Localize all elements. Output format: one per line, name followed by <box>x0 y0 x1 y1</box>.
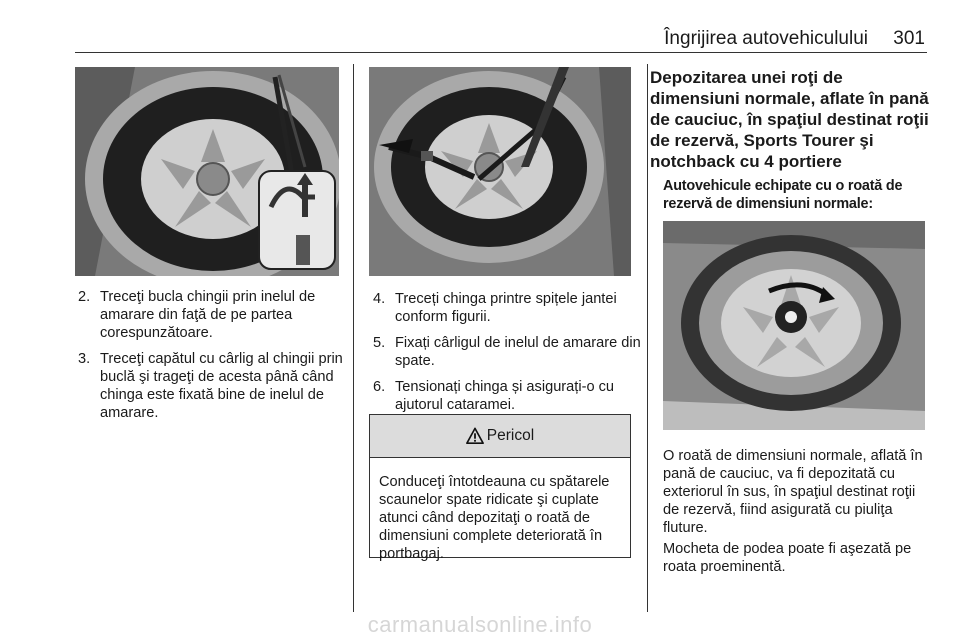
paragraph: O roată de dimensiuni normale, aflată în pană de cauciuc, va fi depozitată cu exteriorul în sus, în spaţiul destinat roţii de rezervă, fiind asigurată cu piuliţa fluture. <box>663 448 923 536</box>
list-item <box>373 334 641 370</box>
list-item <box>78 288 348 342</box>
step-text: Fixați cârligul de inelul de amarare din spate. <box>395 335 641 369</box>
step-number: 4. <box>373 291 386 307</box>
figure-full-size-wheel <box>663 221 925 430</box>
page-title: Îngrijirea autovehiculului <box>664 28 868 49</box>
paragraph: Mocheta de podea poate fi aşezată pe roata proeminentă. <box>663 541 912 575</box>
header-rule <box>75 52 927 53</box>
column-divider-left <box>353 64 354 612</box>
section-heading: Depozitarea unei roţi de dimensiuni normale, aflate în pană de cauciuc, în spaţiul destinat roţii de rezervă, Sports Tourer şi notchback cu 4 portiere <box>650 68 929 171</box>
watermark: carmanualsonline.info <box>367 612 593 637</box>
figure-strap-loop <box>75 67 339 276</box>
spare-wheel-strap-spokes-illustration <box>369 67 631 276</box>
list-item <box>373 378 641 414</box>
step-text: Tensionați chinga și asigurați-o cu ajutorul cataramei. <box>395 379 615 413</box>
step-text: Treceți chinga printre spițele jantei conform figurii. <box>395 291 617 325</box>
step-text: Treceţi capătul cu cârlig al chingii prin buclă şi trageţi de acesta până când chinga este fixată bine de inelul de amarare. <box>100 351 343 421</box>
danger-box <box>369 414 631 562</box>
step-number: 2. <box>78 289 91 305</box>
section-subheading: Autovehicule echipate cu o roată de rezervă de dimensiuni normale: <box>663 178 903 212</box>
list-item <box>78 350 348 422</box>
step-number: 6. <box>373 379 386 395</box>
step-text: Treceţi bucla chingii prin inelul de amarare din faţă de pe partea corespunzătoare. <box>100 289 316 341</box>
page-number: 301 <box>893 28 925 49</box>
danger-text: Conduceţi întotdeauna cu spătarele scaunelor spate ridicate şi cuplate atunci când depozitaţi o roată de dimensiuni complete deteriorată în portbagaj. <box>379 474 610 562</box>
danger-title: Pericol <box>486 427 535 444</box>
full-size-wheel-stored-illustration <box>663 221 925 430</box>
danger-header <box>370 415 630 458</box>
column-divider-right <box>647 64 648 612</box>
list-item <box>373 290 641 326</box>
warning-triangle-icon <box>466 427 484 445</box>
figure-strap-spokes <box>369 67 631 276</box>
step-number: 3. <box>78 351 91 367</box>
step-number: 5. <box>373 335 386 351</box>
steps-list-left <box>78 288 348 430</box>
spare-wheel-strap-loop-illustration <box>75 67 339 276</box>
steps-list-middle <box>373 290 641 422</box>
